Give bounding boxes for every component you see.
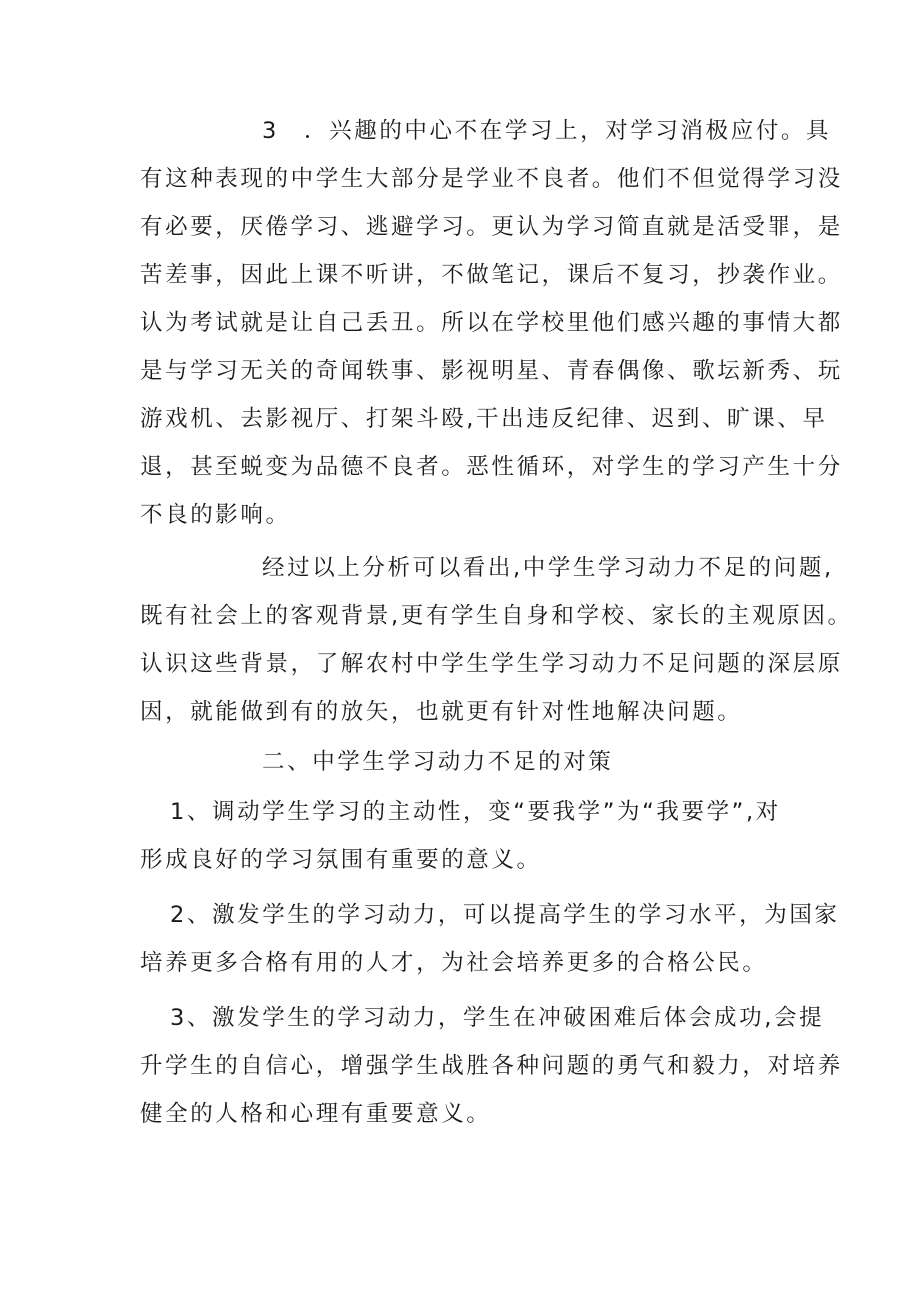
paragraph-3-line-1: 3 ．兴趣的中心不在学习上，对学习消极应付。具: [262, 118, 832, 144]
paragraph-3-line-8: 退，甚至蜕变为品德不良者。恶性循环，对学生的学习产生十分: [140, 454, 843, 480]
countermeasure-2-line-2: 培养更多合格有用的人才，为社会培养更多的合格公民。: [140, 950, 768, 976]
paragraph-3-line-2: 有这种表现的中学生大部分是学业不良者。他们不但觉得学习没: [140, 166, 843, 192]
summary-line-2: 既有社会上的客观背景,更有学生自身和学校、家长的主观原因。: [140, 603, 853, 629]
countermeasure-3-line-2: 升学生的自信心，增强学生战胜各种问题的勇气和毅力，对培养: [140, 1053, 843, 1079]
paragraph-3-line-3: 有必要，厌倦学习、逃避学习。更认为学习简直就是活受罪，是: [140, 214, 843, 240]
paragraph-3-line-9: 不良的影响。: [140, 502, 291, 528]
countermeasure-2-line-1: 2、激发学生的学习动力，可以提高学生的学习水平，为国家: [170, 902, 840, 928]
countermeasure-3-line-3: 健全的人格和心理有重要意义。: [140, 1101, 492, 1127]
paragraph-3-line-7: 游戏机、去影视厅、打架斗殴,干出违反纪律、迟到、旷课、早: [140, 406, 828, 432]
summary-line-3: 认识这些背景，了解农村中学生学生学习动力不足问题的深层原: [140, 651, 843, 677]
countermeasure-1-line-2: 形成良好的学习氛围有重要的意义。: [140, 847, 542, 873]
paragraph-3-line-5: 认为考试就是让自己丢丑。所以在学校里他们感兴趣的事情大都: [140, 310, 843, 336]
summary-line-4: 因，就能做到有的放矢，也就更有针对性地解决问题。: [140, 699, 743, 725]
countermeasure-1-line-1: 1、调动学生学习的主动性，变“要我学”为“我要学”,对: [170, 799, 781, 825]
paragraph-3-line-4: 苦差事，因此上课不听讲，不做笔记，课后不复习，抄袭作业。: [140, 262, 843, 288]
countermeasure-3-line-1: 3、激发学生的学习动力，学生在冲破困难后体会成功,会提: [170, 1005, 825, 1031]
paragraph-3-line-6: 是与学习无关的奇闻轶事、影视明星、青春偶像、歌坛新秀、玩: [140, 358, 843, 384]
summary-line-1: 经过以上分析可以看出,中学生学习动力不足的问题,: [262, 555, 834, 581]
section-heading: 二、中学生学习动力不足的对策: [262, 749, 614, 775]
